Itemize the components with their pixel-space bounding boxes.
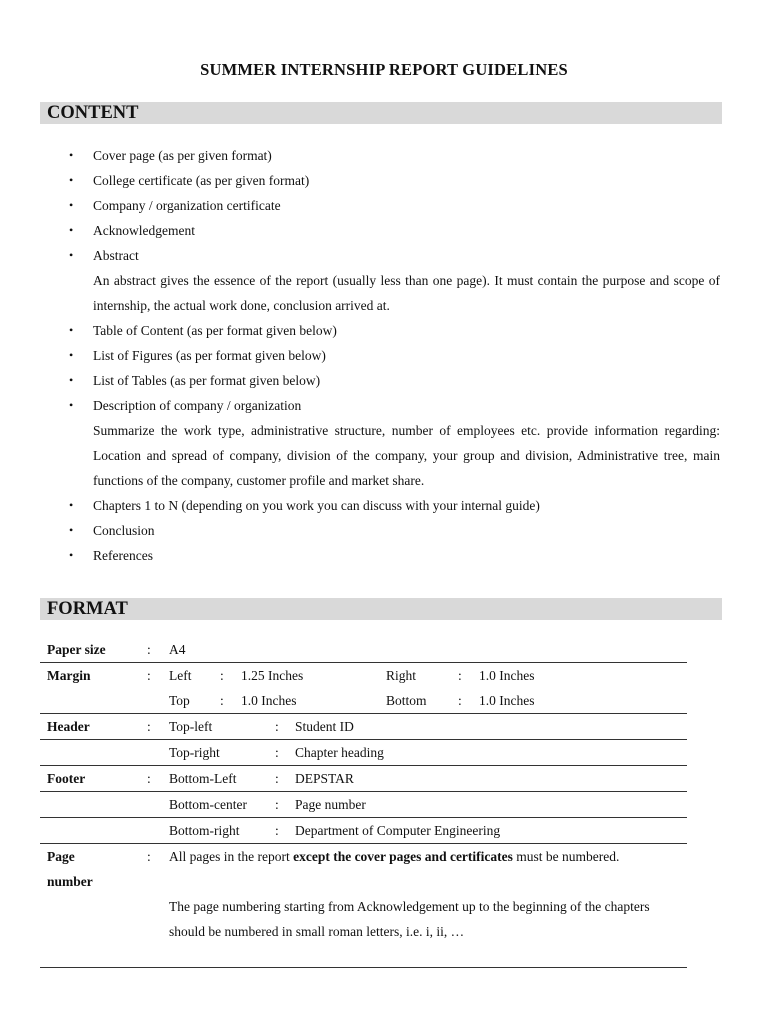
header-top-right-value: Chapter heading xyxy=(295,745,384,760)
colon: : xyxy=(275,771,279,786)
colon: : xyxy=(220,668,224,683)
colon: : xyxy=(275,823,279,838)
list-item-text: Abstract xyxy=(93,248,139,263)
margin-top-value: 1.0 Inches xyxy=(241,693,297,708)
colon: : xyxy=(275,719,279,734)
footer-label: Footer xyxy=(47,771,86,786)
format-row-footer-2 xyxy=(40,792,687,818)
section-header-format xyxy=(40,598,722,620)
format-row-paper-size xyxy=(40,637,687,663)
margin-left-label: Left xyxy=(169,668,192,683)
list-item-description: Summarize the work type, administrative structure, number of employees etc. provide information regarding: Location and spread of company, division of the company, your group and division, Administrative tree, main functions of the company, customer profile and market share. xyxy=(93,423,720,488)
list-item xyxy=(40,368,722,393)
bullet-icon: • xyxy=(69,548,74,562)
header-top-left-value: Student ID xyxy=(295,719,354,734)
document-title: SUMMER INTERNSHIP REPORT GUIDELINES xyxy=(200,60,568,79)
margin-right-label: Right xyxy=(386,668,417,683)
list-item xyxy=(40,493,722,518)
bullet-icon: • xyxy=(69,248,74,262)
format-row-header-2 xyxy=(40,740,687,766)
list-item xyxy=(40,193,722,218)
bullet-icon: • xyxy=(69,348,74,362)
margin-left-value: 1.25 Inches xyxy=(241,668,304,683)
bullet-icon: • xyxy=(69,198,74,212)
margin-label: Margin xyxy=(47,668,91,683)
list-item-text: Cover page (as per given format) xyxy=(93,148,272,163)
footer-bottom-center-key: Bottom-center xyxy=(169,797,247,812)
list-item-text: Acknowledgement xyxy=(93,223,195,238)
page-number-paragraph-2: The page numbering starting from Acknowledgement up to the beginning of the chapters should be numbered in small roman letters, i.e. i, ii, … xyxy=(169,899,650,939)
list-item-text: Company / organization certificate xyxy=(93,198,281,213)
colon: : xyxy=(147,849,151,864)
format-row-footer-1 xyxy=(40,766,687,792)
page-number-paragraph-1 xyxy=(169,844,679,869)
list-item-text: Conclusion xyxy=(93,523,155,538)
list-item-text: Description of company / organization xyxy=(93,398,302,413)
paper-size-label: Paper size xyxy=(47,642,106,657)
margin-bottom-label: Bottom xyxy=(386,693,427,708)
list-item xyxy=(40,518,722,543)
list-item xyxy=(40,343,722,368)
colon: : xyxy=(147,668,151,683)
list-item xyxy=(40,168,722,193)
paper-size-value: A4 xyxy=(169,642,186,657)
list-item-text: References xyxy=(93,548,153,563)
margin-bottom-value: 1.0 Inches xyxy=(479,693,535,708)
list-item xyxy=(40,143,722,168)
footer-bottom-left-key: Bottom-Left xyxy=(169,771,237,786)
list-item xyxy=(40,243,722,318)
section-title-format: FORMAT xyxy=(47,599,128,619)
format-row-margin-1 xyxy=(40,663,687,688)
colon: : xyxy=(147,719,151,734)
bullet-icon: • xyxy=(69,398,74,412)
format-row-footer-3 xyxy=(40,818,687,844)
colon: : xyxy=(275,797,279,812)
page-number-label xyxy=(47,844,93,894)
colon: : xyxy=(220,693,224,708)
bullet-icon: • xyxy=(69,523,74,537)
page-number-label-line1: Page xyxy=(47,849,75,864)
page-number-text xyxy=(169,844,679,944)
colon: : xyxy=(147,642,151,657)
list-item-text: Table of Content (as per format given below) xyxy=(93,323,337,338)
section-title-content: CONTENT xyxy=(47,103,139,123)
header-top-right-key: Top-right xyxy=(169,745,220,760)
section-header-content xyxy=(40,102,722,124)
list-item-text: College certificate (as per given format) xyxy=(93,173,310,188)
footer-bottom-right-value: Department of Computer Engineering xyxy=(295,823,501,838)
format-row-header-1 xyxy=(40,714,687,740)
footer-bottom-center-value: Page number xyxy=(295,797,366,812)
list-item xyxy=(40,218,722,243)
colon: : xyxy=(458,693,462,708)
list-item-text: List of Figures (as per format given below) xyxy=(93,348,326,363)
bullet-icon: • xyxy=(69,173,74,187)
page-number-p1-before: All pages in the report xyxy=(169,849,294,864)
format-row-margin-2 xyxy=(40,688,687,714)
page-number-p1-bold: except the cover pages and certificates xyxy=(293,849,513,864)
page-number-label-line2: number xyxy=(47,874,93,889)
format-table xyxy=(40,637,687,968)
list-item-text: List of Tables (as per format given below) xyxy=(93,373,321,388)
header-top-left-key: Top-left xyxy=(169,719,213,734)
bullet-icon: • xyxy=(69,373,74,387)
colon: : xyxy=(147,771,151,786)
bullet-icon: • xyxy=(69,498,74,512)
format-row-page-number xyxy=(40,844,687,968)
list-item xyxy=(40,543,722,568)
list-item xyxy=(40,393,722,493)
colon: : xyxy=(458,668,462,683)
margin-top-label: Top xyxy=(169,693,190,708)
list-item xyxy=(40,318,722,343)
bullet-icon: • xyxy=(69,223,74,237)
page-number-p1-after: must be numbered. xyxy=(512,849,620,864)
bullet-icon: • xyxy=(69,148,74,162)
list-item-text: Chapters 1 to N (depending on you work you can discuss with your internal guide) xyxy=(93,498,540,513)
bullet-icon: • xyxy=(69,323,74,337)
header-label: Header xyxy=(47,719,90,734)
margin-right-value: 1.0 Inches xyxy=(479,668,535,683)
colon: : xyxy=(275,745,279,760)
footer-bottom-left-value: DEPSTAR xyxy=(295,771,354,786)
content-list xyxy=(40,143,722,568)
list-item-description: An abstract gives the essence of the report (usually less than one page). It must contain the purpose and scope of internship, the actual work done, conclusion arrived at. xyxy=(93,273,720,313)
footer-bottom-right-key: Bottom-right xyxy=(169,823,240,838)
